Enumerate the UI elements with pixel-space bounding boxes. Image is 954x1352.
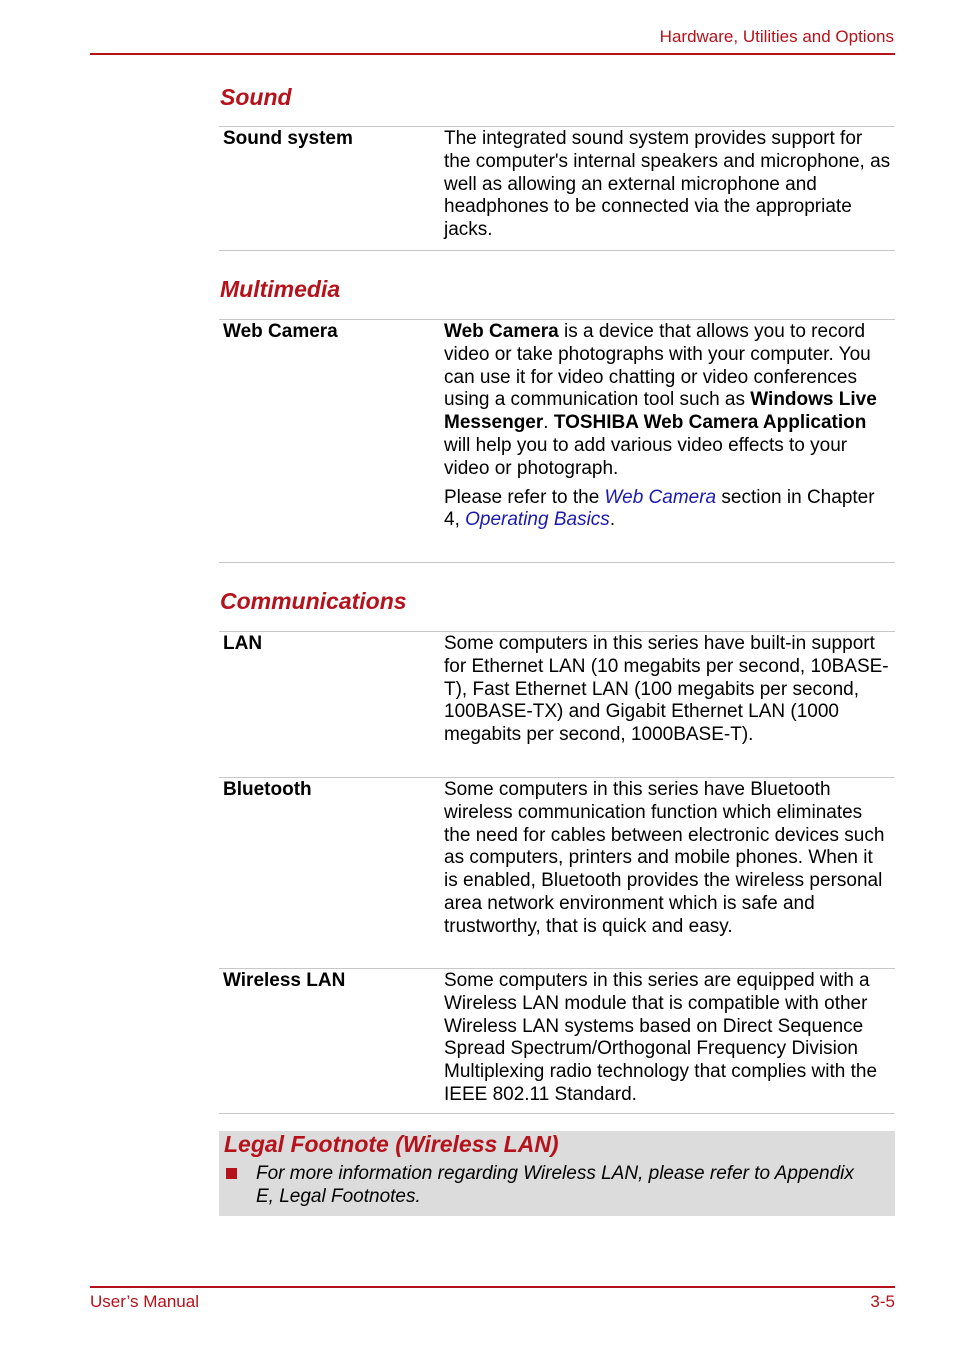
communications-table <box>219 631 895 1114</box>
paragraph-text: section in Chapter 4, <box>444 486 875 531</box>
row-description <box>444 970 895 1106</box>
row-term: LAN <box>223 633 263 654</box>
table-row <box>219 319 895 563</box>
paragraph-text: will help you to add various video effects to your video or photograph. <box>444 434 848 479</box>
bold-text: Web Camera <box>444 321 559 342</box>
row-term: Web Camera <box>223 321 338 342</box>
section-title-communications: Communications <box>220 588 407 614</box>
footer-manual-title: User’s Manual <box>90 1292 199 1311</box>
row-description <box>444 633 895 770</box>
paragraph-text: Please refer to the <box>444 486 605 508</box>
sound-table <box>219 126 895 251</box>
reference-paragraph <box>444 487 891 533</box>
row-desc-text: Some computers in this series have built-in support for Ethernet LAN (10 megabits per second, 10BASE-T), Fast Ethernet LAN (100 megabits per second, 100BASE-TX) and Gigabit Ethernet LAN (1000 megabits per second, 1000BASE-T). <box>444 633 889 746</box>
note-text: For more information regarding Wireless LAN, please refer to Appendix E, Legal Footnotes. <box>256 1163 854 1207</box>
paragraph-text: . <box>609 509 616 531</box>
header-rule <box>90 53 895 55</box>
webcam-paragraph <box>444 321 891 481</box>
paragraph-text: . <box>543 412 554 434</box>
square-bullet-icon <box>226 1168 237 1179</box>
table-row <box>219 126 895 251</box>
row-term: Sound system <box>223 128 353 149</box>
row-description <box>444 779 895 961</box>
row-desc-text: Some computers in this series have Bluetooth wireless communication function which eliminates the need for cables between electronic devices such as computers, printers and mobile phones. When it is enabled, Bluetooth provides the wireless personal area network environment which is safe and trustworthy, that is quick and easy. <box>444 779 885 937</box>
bold-text: Windows Live Messenger <box>444 389 877 434</box>
section-title-multimedia: Multimedia <box>220 276 341 302</box>
legal-footnote-box <box>219 1131 895 1216</box>
row-desc-text: Some computers in this series are equipped with a Wireless LAN module that is compatible with other Wireless LAN systems based on Direct Sequence Spread Spectrum/Orthogonal Frequency Division Multiplexing radio technology that complies with the IEEE 802.11 Standard. <box>444 970 878 1105</box>
section-title-sound: Sound <box>220 84 292 110</box>
running-header: Hardware, Utilities and Options <box>659 27 894 46</box>
footer-rule <box>90 1286 895 1288</box>
row-description <box>444 321 895 555</box>
row-term: Wireless LAN <box>223 970 346 991</box>
multimedia-table <box>219 319 895 563</box>
table-row <box>219 968 895 1114</box>
row-description <box>444 128 895 243</box>
row-term: Bluetooth <box>223 779 312 800</box>
operating-basics-link[interactable]: Operating Basics <box>465 509 610 531</box>
table-row <box>219 631 895 777</box>
row-desc-text: The integrated sound system provides support for the computer's internal speakers and microphone, as well as allowing an external microphone and headphones to be connected via the appropriate jacks. <box>444 128 891 241</box>
table-row <box>219 777 895 968</box>
bold-text: TOSHIBA Web Camera Application <box>553 412 867 434</box>
note-title: Legal Footnote (Wireless LAN) <box>224 1131 559 1157</box>
web-camera-link[interactable]: Web Camera <box>604 486 717 508</box>
page-number: 3-5 <box>870 1292 895 1311</box>
paragraph-text: is a device that allows you to record video or take photographs with your computer. You can use it for video chatting or video conferences using a communication tool such as <box>444 321 871 411</box>
